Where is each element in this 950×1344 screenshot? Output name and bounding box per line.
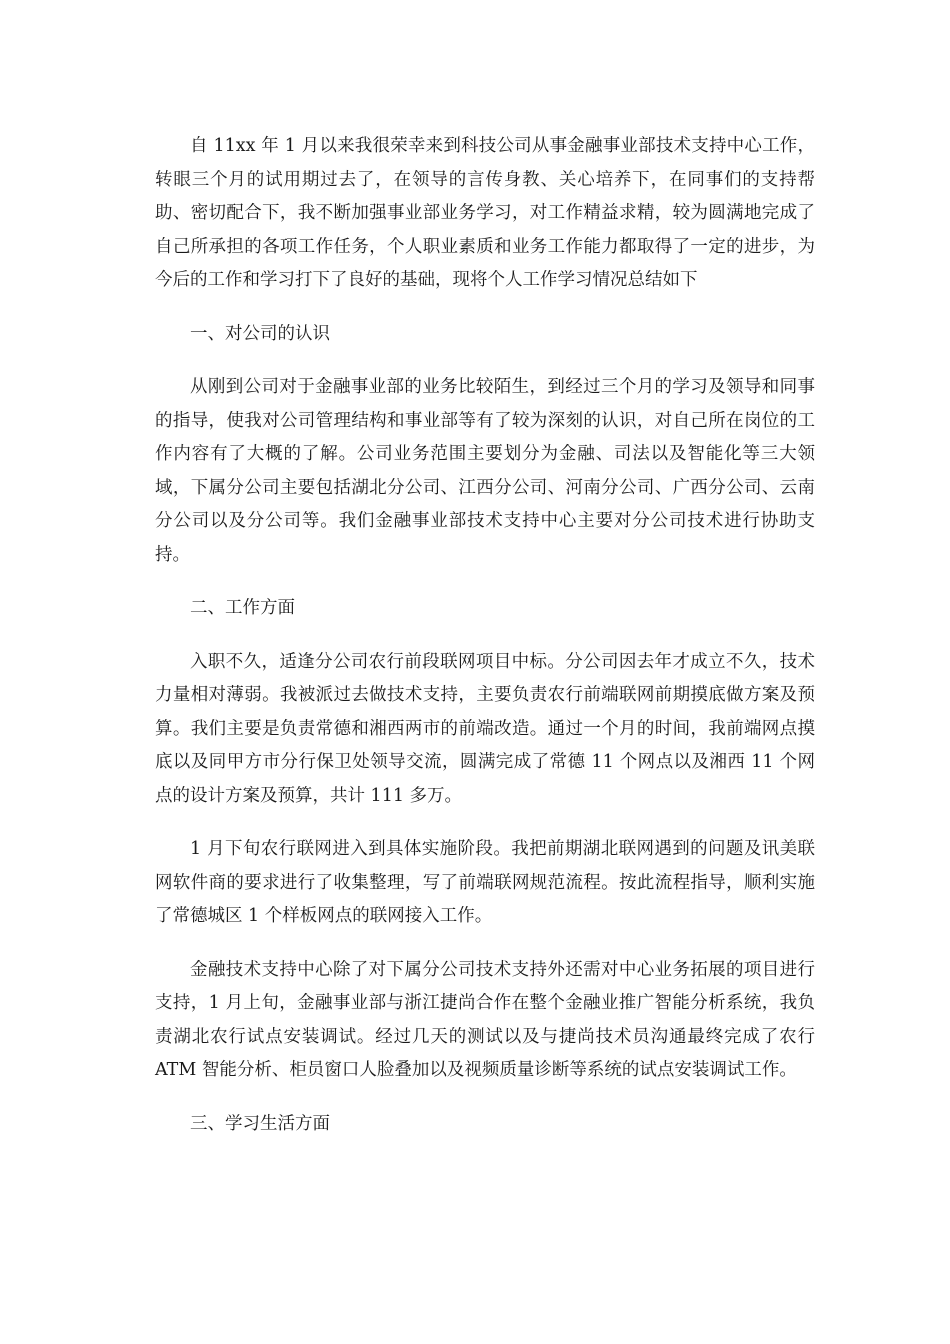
section-heading-work: 二、工作方面 — [190, 598, 295, 618]
document-body — [155, 130, 815, 1161]
intro-paragraph: 自 11xx 年 1 月以来我很荣幸来到科技公司从事金融事业部技术支持中心工作，转眼三个月的试用期过去了，在领导的言传身教、关心培养下，在同事们的支持帮助、密切配合下，我不断加强事业部业务学习，对工作精益求精，较为圆满地完成了自己所承担的各项工作任务，个人职业素质和业务工作能力都取得了一定的进步，为今后的工作和学习打下了良好的基础，现将个人工作学习情况总结如下 — [155, 136, 815, 290]
work-paragraph-1: 入职不久，适逢分公司农行前段联网项目中标。分公司因去年才成立不久，技术力量相对薄弱。我被派过去做技术支持，主要负责农行前端联网前期摸底做方案及预算。我们主要是负责常德和湘西两市的前端改造。通过一个月的时间，我前端网点摸底以及同甲方市分行保卫处领导交流，圆满完成了常德 11 个网点以及湘西 11 个网点的设计方案及预算，共计 111 多万。 — [155, 651, 815, 806]
section-heading-study: 三、学习生活方面 — [190, 1113, 330, 1134]
company-paragraph: 从刚到公司对于金融事业部的业务比较陌生，到经过三个月的学习及领导和同事的指导，使我对公司管理结构和事业部等有了较为深刻的认识，对自己所在岗位的工作内容有了大概的了解。公司业务范围主要划分为金融、司法以及智能化等三大领域，下属分公司主要包括湖北分公司、江西分公司、河南分公司、广西分公司、云南分公司以及分公司等。我们金融事业部技术支持中心主要对分公司技术进行协助支持。 — [155, 377, 815, 565]
work-paragraph-3: 金融技术支持中心除了对下属分公司技术支持外还需对中心业务拓展的项目进行支持，1 月上旬，金融事业部与浙江捷尚合作在整个金融业推广智能分析系统，我负责湖北农行试点安装调试。经过几天的测试以及与捷尚技术员沟通最终完成了农行 ATM 智能分析、柜员窗口人脸叠加以及视频质量诊断等系统的试点安装调试工作。 — [155, 959, 815, 1080]
work-paragraph-2: 1 月下旬农行联网进入到具体实施阶段。我把前期湖北联网遇到的问题及讯美联网软件商的要求进行了收集整理，写了前端联网规范流程。按此流程指导，顺利实施了常德城区 1 个样板网点的联网接入工作。 — [155, 839, 815, 926]
section-heading-company: 一、对公司的认识 — [190, 323, 330, 344]
